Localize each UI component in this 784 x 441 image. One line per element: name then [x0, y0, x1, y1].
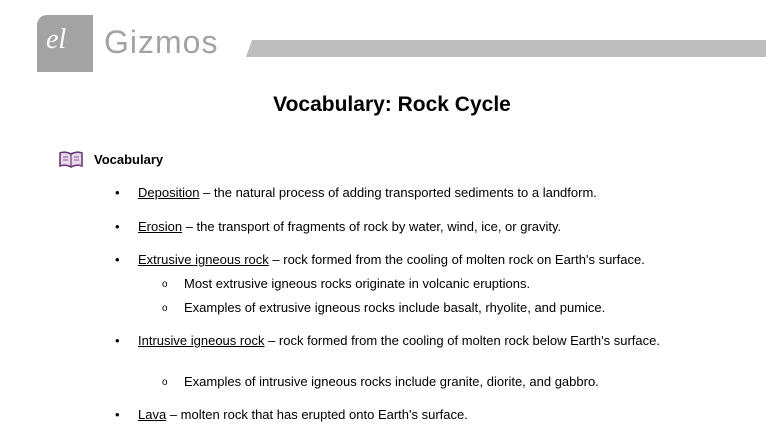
explorelearning-logo: el	[46, 24, 67, 55]
sub-item: o Examples of intrusive igneous rocks include granite, diorite, and gabbro.	[162, 374, 599, 389]
term: Lava	[138, 407, 167, 422]
term: Extrusive igneous rock	[138, 252, 269, 267]
sub-text: Examples of extrusive igneous rocks include basalt, rhyolite, and pumice.	[184, 300, 606, 315]
list-item: • Intrusive igneous rock – rock formed from the cooling of molten rock below Earth's surface.	[115, 333, 660, 348]
list-item: • Lava – molten rock that has erupted onto Earth's surface.	[115, 407, 468, 422]
book-icon	[58, 150, 84, 168]
sub-item: o Examples of extrusive igneous rocks include basalt, rhyolite, and pumice.	[162, 300, 606, 315]
term: Deposition	[138, 185, 200, 200]
definition: – rock formed from the cooling of molten rock on Earth's surface.	[268, 252, 645, 267]
definition: – molten rock that has erupted onto Earth's surface.	[166, 407, 468, 422]
header-bar	[246, 40, 766, 57]
term: Erosion	[138, 219, 183, 234]
definition: – the natural process of adding transported sediments to a landform.	[199, 185, 597, 200]
sub-text: Examples of intrusive igneous rocks include granite, diorite, and gabbro.	[184, 374, 599, 389]
section-title: Vocabulary	[94, 151, 164, 167]
section-heading	[58, 150, 163, 168]
list-item: • Deposition – the natural process of adding transported sediments to a landform.	[115, 185, 597, 200]
sub-text: Most extrusive igneous rocks originate in volcanic eruptions.	[184, 276, 531, 291]
sub-item: o Most extrusive igneous rocks originate in volcanic eruptions.	[162, 276, 531, 291]
list-item: • Erosion – the transport of fragments of rock by water, wind, ice, or gravity.	[115, 219, 562, 234]
page-title: Vocabulary: Rock Cycle	[273, 93, 511, 116]
definition: – the transport of fragments of rock by water, wind, ice, or gravity.	[182, 219, 562, 234]
gizmos-brand: Gizmos	[104, 24, 219, 60]
definition: – rock formed from the cooling of molten rock below Earth's surface.	[264, 333, 660, 348]
list-item: • Extrusive igneous rock – rock formed from the cooling of molten rock on Earth's surface.	[115, 252, 645, 267]
term: Intrusive igneous rock	[138, 333, 265, 348]
